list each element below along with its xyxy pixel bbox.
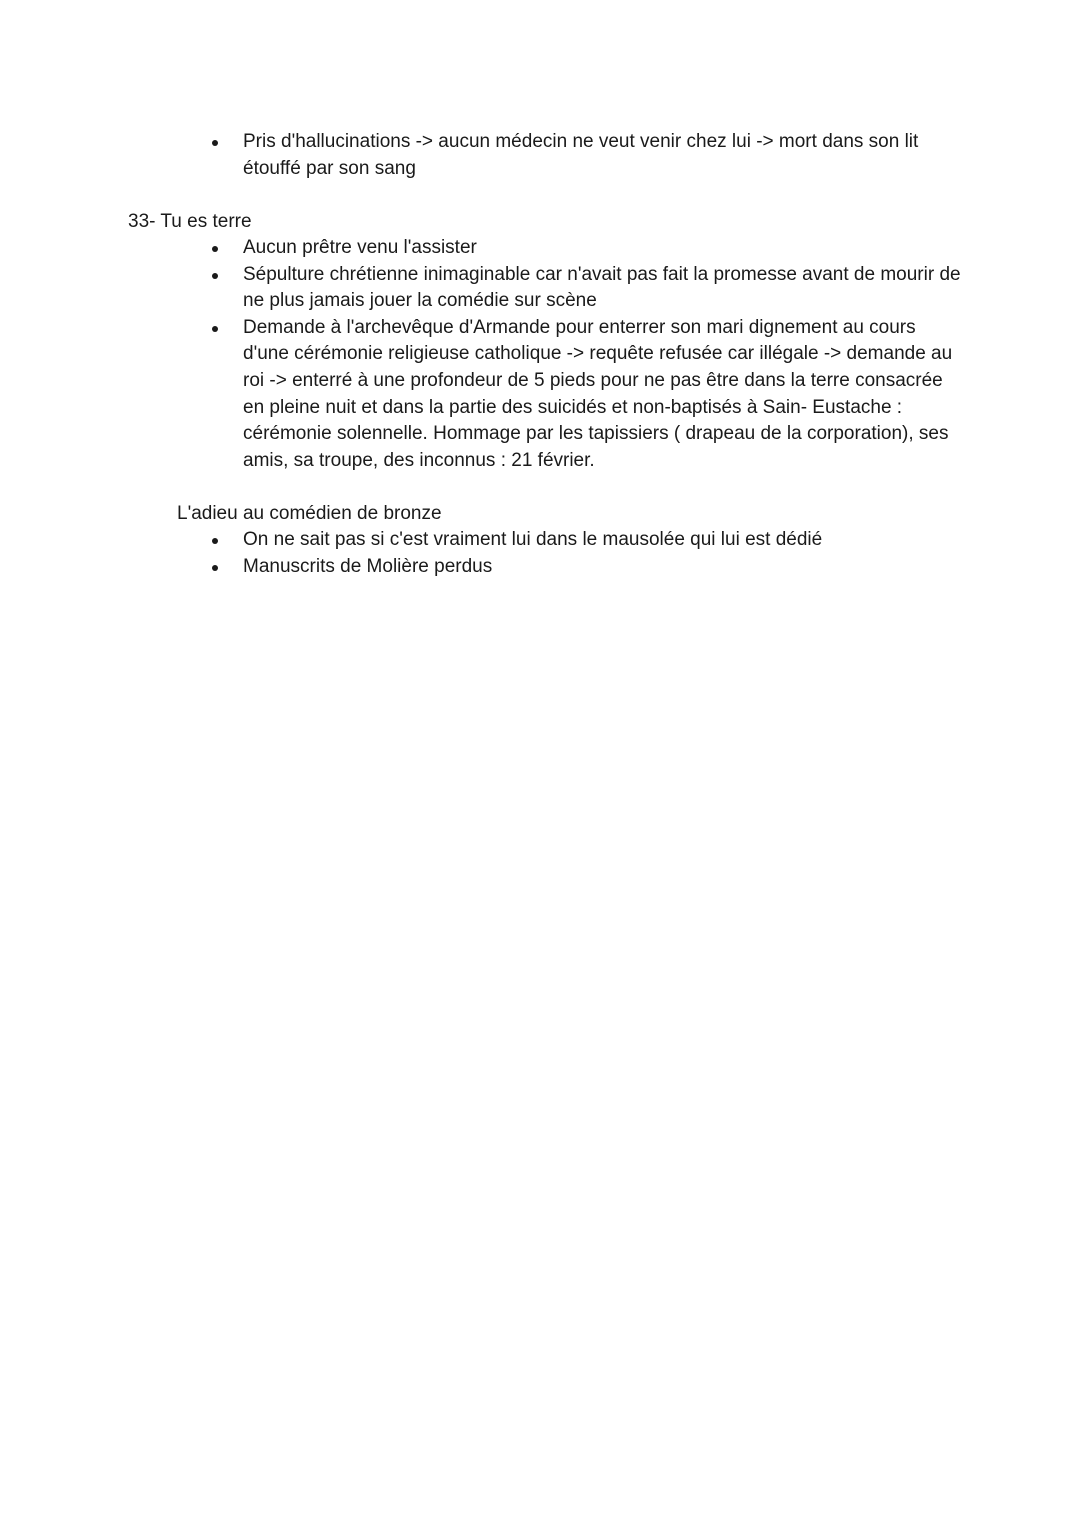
list-item [243, 262, 963, 315]
bullet-icon [212, 538, 218, 544]
list-item-text: Sépulture chrétienne inimaginable car n'avait pas fait la promesse avant de mourir de ne plus jamais jouer la comédie sur scène [243, 263, 961, 312]
list-item [243, 129, 963, 182]
list-item [243, 235, 963, 262]
list-item-text: Aucun prêtre venu l'assister [243, 237, 477, 258]
bullet-icon [212, 140, 218, 146]
list-item [243, 315, 963, 475]
list-item [243, 527, 963, 554]
list-item-text: Demande à l'archevêque d'Armande pour enterrer son mari dignement au cours d'une cérémonie religieuse catholique -> requête refusée car illégale -> demande au roi -> enterré à une profondeur de 5 pieds pour ne pas être dans la terre consacrée en pleine nuit et dans la partie des suicidés et non-baptisés à Sain- Eustache : cérémonie solennelle. Hommage par les tapissiers ( drapeau de la corporation), ses amis, sa troupe, des inconnus : 21 février. [243, 316, 953, 471]
list-item [243, 554, 963, 581]
list-item-text: Manuscrits de Molière perdus [243, 555, 493, 577]
top-bullet-list [243, 129, 963, 182]
bullet-icon [212, 565, 218, 571]
section-bronze-bullet-list [243, 527, 963, 580]
bullet-icon [212, 273, 218, 279]
list-item-text: On ne sait pas si c'est vraiment lui dans le mausolée qui lui est dédié [243, 529, 823, 550]
bullet-icon [212, 246, 218, 252]
bullet-icon [212, 326, 218, 332]
section-heading-bronze: L'adieu au comédien de bronze [177, 503, 442, 524]
list-item-text: Pris d'hallucinations -> aucun médecin ne veut venir chez lui -> mort dans son lit étouffé par son sang [243, 131, 919, 179]
section-33-bullet-list [243, 235, 963, 474]
section-heading-33: 33- Tu es terre [128, 211, 252, 232]
